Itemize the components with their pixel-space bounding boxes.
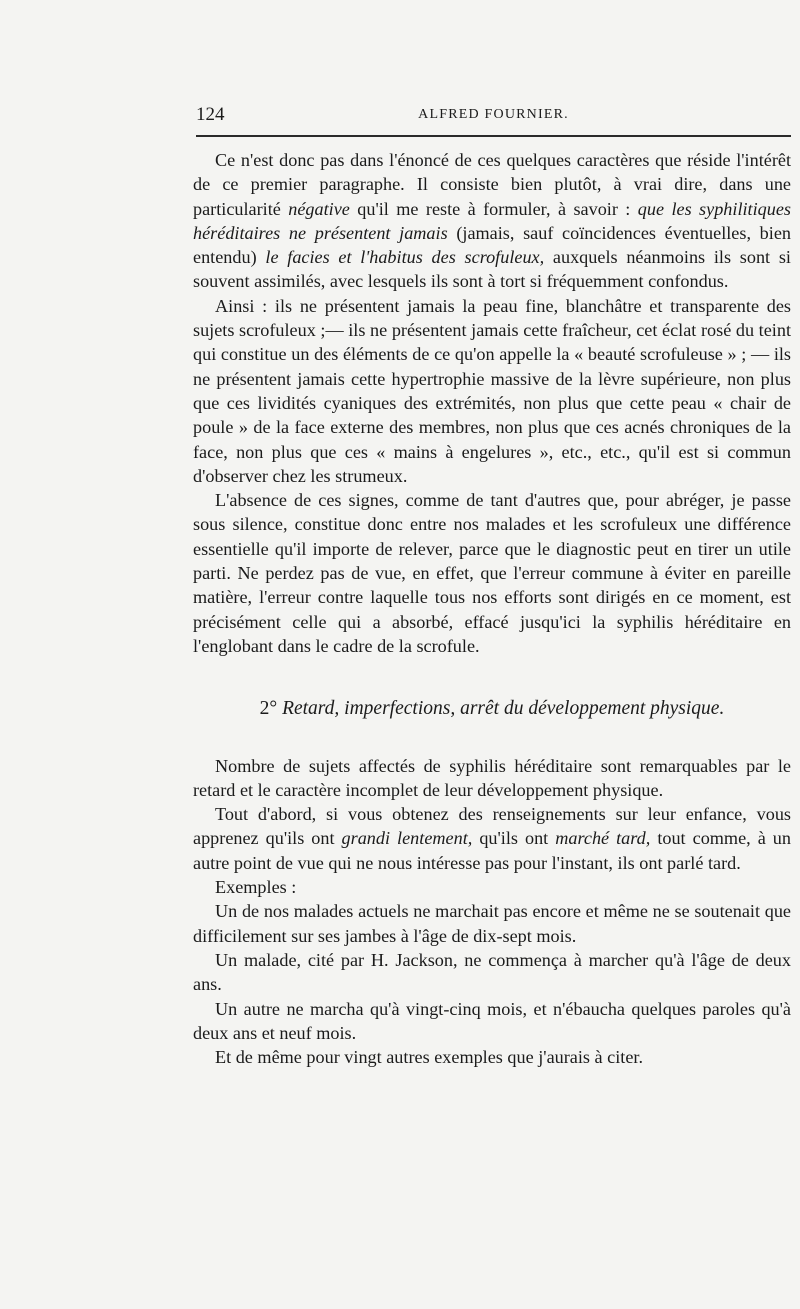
- paragraph: Un de nos malades actuels ne marchait pas encore et même ne se soutenait que difficilement sur ses jambes à l'âge de dix-sept mois.: [193, 901, 791, 946]
- header-rule: [196, 135, 791, 137]
- paragraph: Nombre de sujets affectés de syphilis héréditaire sont remarquables par le retard et le caractère incomplet de leur développement physique.: [193, 755, 791, 800]
- paragraph: Et de même pour vingt autres exemples que j'aurais à citer.: [215, 1047, 644, 1068]
- page-header: [196, 104, 791, 128]
- paragraph: Un malade, cité par H. Jackson, ne commença à marcher qu'à l'âge de deux ans.: [193, 949, 791, 995]
- section-title: Retard, imperfections, arrêt du développement physique.: [282, 698, 725, 720]
- page-number: 124: [196, 104, 225, 125]
- section-number: 2°: [259, 698, 278, 720]
- section-heading: [193, 697, 791, 721]
- running-title: ALFRED FOURNIER.: [418, 107, 569, 122]
- paragraph: Exemples :: [215, 877, 297, 898]
- paragraph: Ce n'est donc pas dans l'énoncé de ces quelques caractères que réside l'intérêt de ce premier paragraphe. Il consiste bien plutôt, à vrai dire, dans une particularité négative qu'il me reste à formuler, à savoir : que les syphilitiques héréditaires ne présentent jamais (jamais, sauf coïncidences éventuelles, bien entendu) le facies et l'habitus des scrofuleux, auxquels néanmoins ils sont si souvent assimilés, avec lesquels ils sont à tort si fréquemment confondus.: [193, 150, 792, 292]
- paragraph: Ainsi : ils ne présentent jamais la peau fine, blanchâtre et transparente des sujets scrofuleux ;— ils ne présentent jamais cette fraîcheur, cet éclat rosé du teint qui constitue un des éléments de ce qu'on appelle la « beauté scrofuleuse » ; — ils ne présentent jamais cette hypertrophie massive de la lèvre supérieure, non plus que ces lividités cyaniques des extrémités, non plus que cette peau « chair de poule » de la face externe des membres, non plus que ces acnés chroniques de la face, non plus que ces « mains à engelures », etc., etc., qu'il est si commun d'observer chez les strumeux.: [193, 295, 791, 486]
- paragraph: Tout d'abord, si vous obtenez des renseignements sur leur enfance, vous apprenez qu'ils ont grandi lentement, qu'ils ont marché tard, tout comme, à un autre point de vue qui ne nous intéresse pas pour l'instant, ils ont parlé tard.: [193, 804, 791, 873]
- paragraph: Un autre ne marcha qu'à vingt-cinq mois, et n'ébaucha quelques paroles qu'à deux ans et neuf mois.: [193, 998, 791, 1043]
- body-text: [193, 148, 791, 1069]
- paragraph: L'absence de ces signes, comme de tant d'autres que, pour abréger, je passe sous silence, constitue donc entre nos malades et les scrofuleux une différence essentielle qu'il importe de relever, parce que le diagnostic peut en tirer un utile parti. Ne perdez pas de vue, en effet, que l'erreur commune à éviter en pareille matière, l'erreur contre laquelle tous nos efforts sont dirigés en ce moment, est précisément celle qui a absorbé, effacé jusqu'ici la syphilis héréditaire en l'englobant dans le cadre de la scrofule.: [193, 490, 791, 656]
